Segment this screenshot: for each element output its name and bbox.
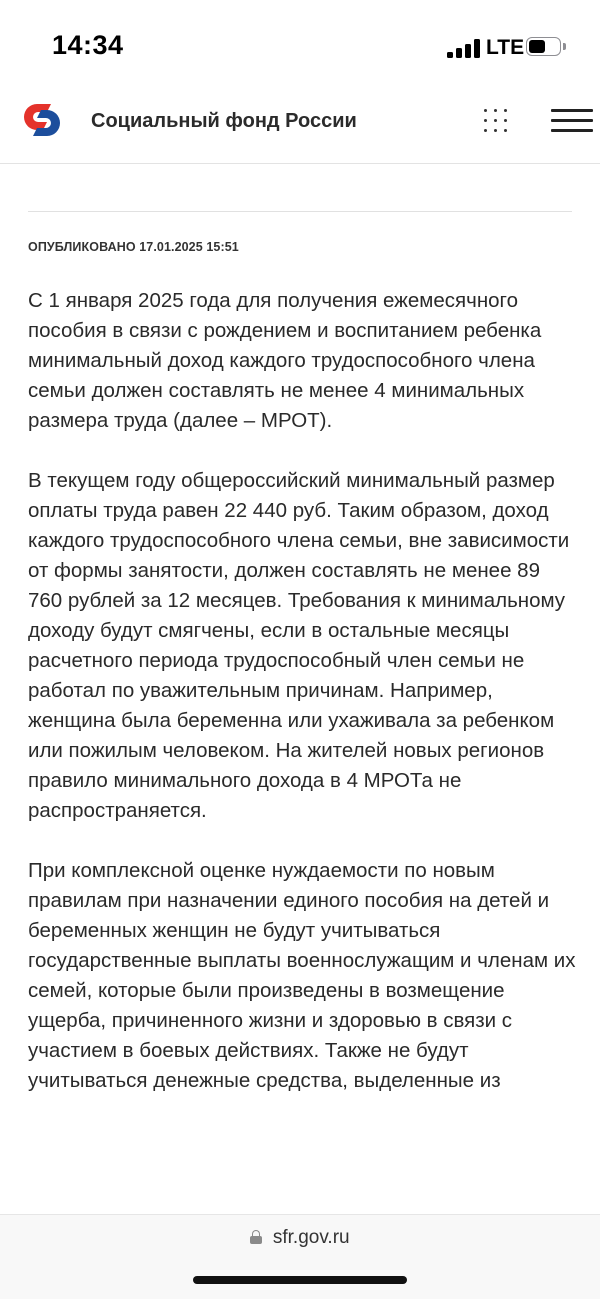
status-time: 14:34 [52, 30, 124, 60]
article-paragraph: При комплексной оценке нуждаемости по новым правилам при назначении единого пособия на детей и беременных женщин не будут учитываться государственные выплаты военнослужащим и членам их семей, которые были произведены в возмещение ущерба, причиненного жизни и здоровью в связи с участием в боевых действиях. Также не будут учитываться денежные средства, выделенные из [28, 859, 576, 1092]
sfr-logo-icon[interactable] [17, 100, 67, 140]
published-date: ОПУБЛИКОВАНО 17.01.2025 15:51 [28, 240, 239, 254]
network-type: LTE [486, 36, 525, 59]
article-paragraph: В текущем году общероссийский минимальный размер оплаты труда равен 22 440 руб. Таким образом, доход каждого трудоспособного члена семьи, вне зависимости от формы занятости, должен составлять не менее 89 760 рублей за 12 месяцев. Требования к минимальному доходу будут смягчены, если в остальные месяцы расчетного периода трудоспособный член семьи не работал по уважительным причинам. Например, женщина была беременна или ухаживала за ребенком или пожилым человеком. На жителей новых регионов правило минимального дохода в 4 МРОТа не распространяется. [28, 469, 570, 822]
home-indicator[interactable] [193, 1276, 407, 1284]
content-divider [28, 211, 572, 212]
article-body [28, 286, 576, 1214]
signal-icon [447, 38, 481, 58]
battery-icon [526, 37, 564, 56]
hamburger-menu-icon[interactable] [551, 109, 593, 133]
status-bar [0, 0, 600, 96]
site-name[interactable]: Социальный фонд России [91, 110, 357, 132]
url-container[interactable] [0, 1227, 600, 1249]
article-paragraph: С 1 января 2025 года для получения ежемесячного пособия в связи с рождением и воспитанием ребенка минимальный доход каждого трудоспособного члена семьи должен составлять не менее 4 минимальных размера труда (далее – МРОТ). [28, 289, 542, 432]
site-header [0, 96, 600, 164]
apps-grid-icon[interactable] [482, 107, 510, 135]
url-text[interactable]: sfr.gov.ru [272, 1227, 350, 1248]
browser-url-bar[interactable] [0, 1214, 600, 1299]
lock-icon [250, 1230, 262, 1244]
